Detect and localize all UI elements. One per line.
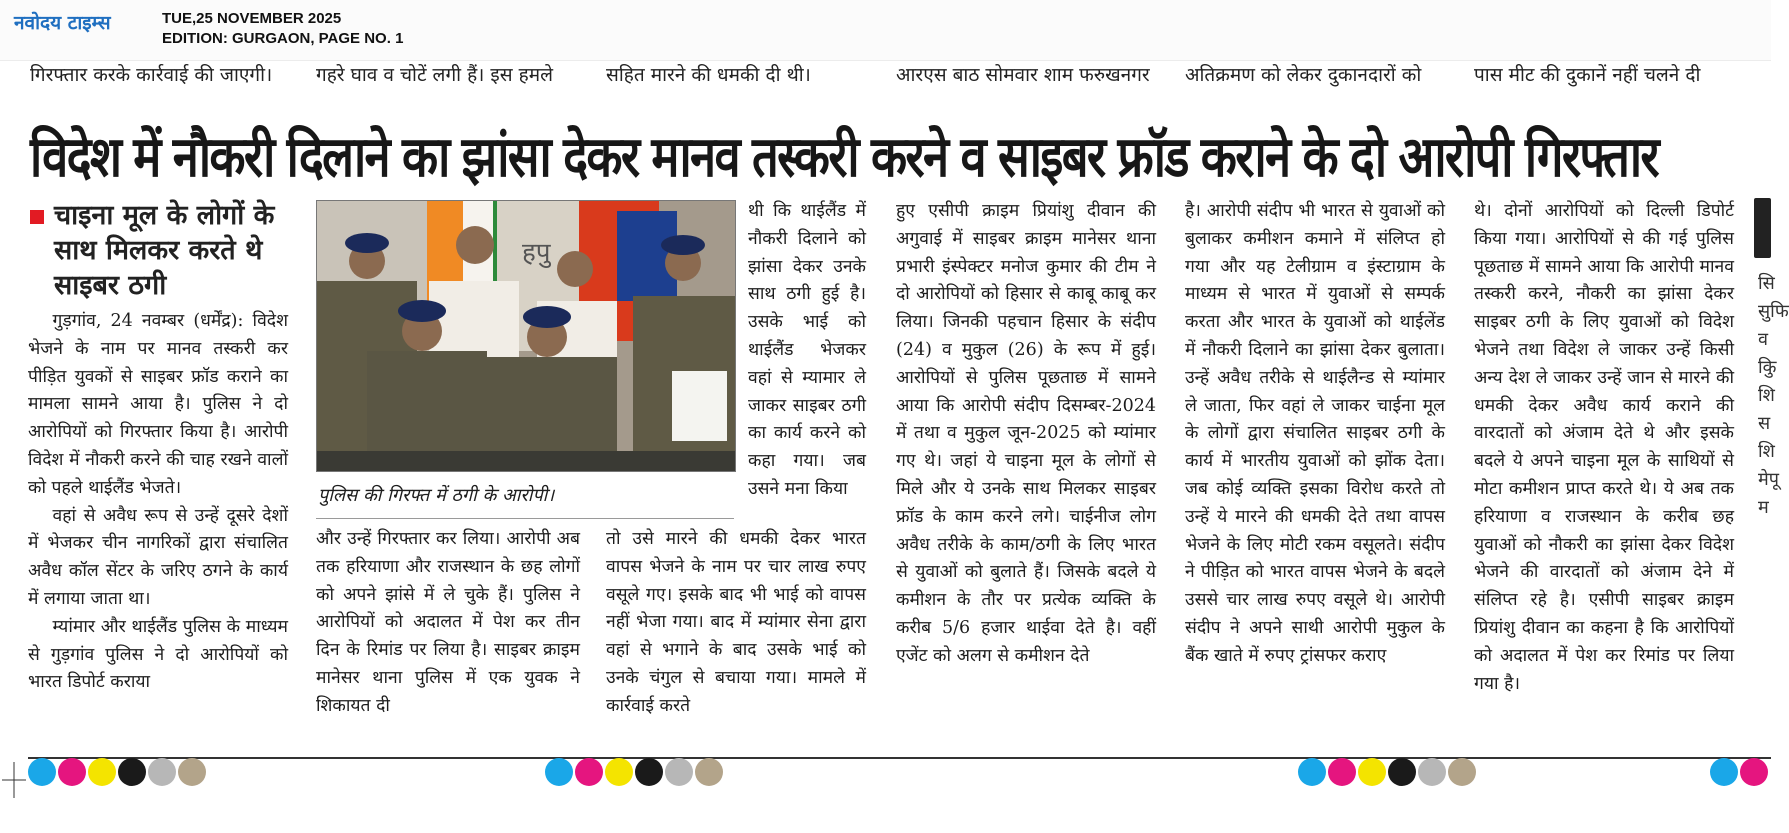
newspaper-page bbox=[0, 60, 1789, 833]
fragment-5: अतिक्रमण को लेकर दुकानदारों को bbox=[1185, 64, 1422, 86]
article-paragraph: तो उसे मारने की धमकी देकर भारत वापस भेजने के नाम पर चार लाख रुपए वसूले गए। इसके बाद भी भाई को वापस नहीं भेजा गया। बाद में म्यांमार सेना द्वारा वहां से भगाने के बाद उसके भाई को उनके चंगुल से बचाया गया। मामले में कार्रवाई करते bbox=[606, 529, 866, 716]
cyan-dot bbox=[545, 758, 573, 786]
black-dot bbox=[118, 758, 146, 786]
article-paragraph: हुए एसीपी क्राइम प्रियांशु दीवान की अगुवाई में साइबर क्राइम मानेसर थाना प्रभारी इंस्पेक्टर मनोज कुमार की टीम ने दो आरोपियों को हिसार से काबू काबू कर लिया। जिनकी पहचान हिसार के संदीप (24) व मुकुल (26) के रूप में हुई। आरोपियों से पुलिस पूछताछ में सामने आया कि आरोपी संदीप दिसम्बर-2024 में तथा व मुकुल जून-2025 को म्यांमार गए थे। जहां ये चाइना मूल के लोगों से मिले और ये उनके साथ मिलकर साइबर फ्रॉड के काम करने लगे। चाईनीज लोग अवैध तरीके के काम/ठगी के लिए भारत से युवाओं को बुलाते हैं। जिसके बदले ये कमीशन के तौर पर प्रत्येक व्यक्ति के करीब 5/6 हजार थाईवा देते है। वहीं एजेंट को अलग से कमीशन देते bbox=[896, 201, 1156, 666]
article-paragraph: म्यांमार और थाईलैंड पुलिस के माध्यम से गुड़गांव पुलिस ने दो आरोपियों को भारत डिपोर्ट कराया bbox=[28, 616, 288, 693]
article-paragraph: गुड़गांव, 24 नवम्बर (धर्मेंद्र): विदेश भेजने के नाम पर मानव तस्करी कर पीड़ित युवकों से साइबर फ्रॉड कराने का मामला सामने आया है। पुलिस ने दो आरोपियों को गिरफ्तार किया है। आरोपी विदेश में नौकरी करने की चाह रखने वालों को पहले थाईलैंड भेजते। bbox=[28, 311, 288, 498]
photo-caption: पुलिस की गिरफ्त में ठगी के आरोपी। bbox=[318, 485, 555, 506]
newspaper-logo[interactable]: नवोदय टाइम्स bbox=[14, 12, 111, 34]
subheadline: चाइना मूल के लोगों के साथ मिलकर करते थे साइबर ठगी bbox=[54, 200, 275, 301]
article-column-1 bbox=[28, 308, 288, 758]
article-paragraph: और उन्हें गिरफ्तार कर लिया। आरोपी अब तक हरियाणा और राजस्थान के छह लोगों को अपने झांसे में ले चुके हैं। पुलिस ने आरोपियों को अदालत में पेश कर तीन दिन के रिमांड पर लिया है। साइबर क्राइम मानेसर थाना पुलिस में एक युवक ने शिकायत दी bbox=[316, 529, 580, 716]
sign-text: हपु bbox=[522, 238, 551, 268]
cyan-dot bbox=[28, 758, 56, 786]
edition-info bbox=[162, 9, 403, 49]
magenta-dot bbox=[1740, 758, 1768, 786]
cyan-dot bbox=[1710, 758, 1738, 786]
grey-dot bbox=[665, 758, 693, 786]
article-column-4 bbox=[896, 198, 1156, 758]
fragment-4: आरएस बाठ सोमवार शाम फरुखनगर bbox=[896, 64, 1150, 86]
page-bottom-rule bbox=[28, 757, 1771, 759]
crop-mark-icon bbox=[0, 760, 28, 800]
edition-page: EDITION: GURGAON, PAGE NO. 1 bbox=[162, 30, 404, 47]
main-headline: विदेश में नौकरी दिलाने का झांसा देकर मानव तस्करी करने व साइबर फ्रॉड कराने के दो आरोपी गिरफ्तार bbox=[30, 125, 1658, 190]
tan-dot bbox=[1448, 758, 1476, 786]
issue-date: TUE,25 NOVEMBER 2025 bbox=[162, 10, 342, 27]
grey-dot bbox=[1418, 758, 1446, 786]
registration-marks bbox=[545, 758, 723, 790]
magenta-dot bbox=[1328, 758, 1356, 786]
black-dot bbox=[635, 758, 663, 786]
registration-marks bbox=[1710, 758, 1768, 790]
fragment-2: गहरे घाव व चोटें लगी हैं। इस हमले bbox=[316, 64, 553, 86]
yellow-dot bbox=[605, 758, 633, 786]
red-square-marker bbox=[30, 210, 44, 224]
yellow-dot bbox=[1358, 758, 1386, 786]
article-column-6 bbox=[1474, 198, 1734, 758]
article-paragraph: थी कि थाईलैंड में नौकरी दिलाने को झांसा देकर उनके साथ ठगी हुई है। उसके भाई को थाईलैंड भेजकर वहां से म्यामार ले जाकर साइबर ठगी का कार्य करने को कहा गया। जब उसने मना किया bbox=[748, 201, 866, 499]
next-article-edge: सिसुफिवकुि शिसशि मेपूम bbox=[1758, 273, 1789, 518]
yellow-dot bbox=[88, 758, 116, 786]
next-headline-edge bbox=[1754, 198, 1771, 258]
article-paragraph: वहां से अवैध रूप से उन्हें दूसरे देशों में भेजकर चीन नागरिकों द्वारा संचालित अवैध कॉल सेंटर के जरिए ठगने के कार्य में लगाया जाता था। bbox=[28, 505, 288, 609]
epaper-header bbox=[0, 0, 1771, 61]
magenta-dot bbox=[58, 758, 86, 786]
magenta-dot bbox=[575, 758, 603, 786]
tan-dot bbox=[178, 758, 206, 786]
article-column-5 bbox=[1185, 198, 1445, 758]
news-photo-arrested-accused[interactable] bbox=[316, 200, 736, 472]
caption-divider bbox=[316, 518, 734, 519]
police-photo-illustration bbox=[317, 201, 735, 471]
article-paragraph: थे। दोनों आरोपियों को दिल्ली डिपोर्ट किया गया। आरोपियों से की गई पुलिस पूछताछ में सामने आया कि आरोपी मानव तस्करी करने, नौकरी का झांसा देकर साइबर ठगी के लिए युवाओं को विदेश भेजने तथा विदेश ले जाकर उन्हें किसी अन्य देश ले जाकर उन्हें जान से मारने की धमकी देकर अवैध कार्य कराने की वारदातों को अंजाम देते थे और इसके बदले ये अपने चाइना मूल के साथियों से मोटा कमीशन प्राप्त करते थे। ये अब तक हरियाणा व राजस्थान के करीब छह युवाओं को नौकरी का झांसा देकर विदेश भेजने की वारदातों को अंजाम देने में संलिप्त रहे है। एसीपी साइबर क्राइम प्रियांशु दीवान का कहना है कि आरोपियों को अदालत में पेश कर रिमांड पर लिया गया है। bbox=[1474, 201, 1734, 694]
black-dot bbox=[1388, 758, 1416, 786]
fragment-3: सहित मारने की धमकी दी थी। bbox=[606, 64, 811, 86]
registration-marks bbox=[1298, 758, 1476, 790]
article-paragraph: है। आरोपी संदीप भी भारत से युवाओं को बुलाकर कमीशन कमाने में संलिप्त हो गया और यह टेलीग्राम व इंस्टाग्राम के माध्यम से भारत में युवाओं से सम्पर्क करता और भारत के युवाओं को थाईलेंड में नौकरी दिलाने का झांसा देकर बुलाता। उन्हें अवैध तरीके से थाईलैन्ड से म्यांमार ले जाता, फिर वहां ले जाकर चाईना मूल के लोगों द्वारा संचालित साइबर ठगी के कार्य में भारतीय युवाओं को झोंक देता। जब कोई व्यक्ति इसका विरोध करते तो उन्हें ये मारने की धमकी देते तथा वापस भेजने के लिए मोटी रकम वसूलते। संदीप ने पीड़ित को भारत वापस भेजने के बदले उससे चार लाख रुपए वसूले थे। आरोपी संदीप ने अपने साथी आरोपी मुकुल के बैंक खाते में रुपए ट्रांसफर कराए bbox=[1185, 201, 1445, 666]
tan-dot bbox=[695, 758, 723, 786]
article-column-3 bbox=[606, 526, 866, 758]
article-column-3-top bbox=[748, 198, 866, 520]
fragment-1: गिरफ्तार करके कार्रवाई की जाएगी। bbox=[30, 64, 273, 86]
cyan-dot bbox=[1298, 758, 1326, 786]
article-column-2 bbox=[316, 526, 580, 758]
registration-marks bbox=[28, 758, 206, 790]
fragment-6: पास मीट की दुकानें नहीं चलने दी bbox=[1474, 64, 1701, 86]
grey-dot bbox=[148, 758, 176, 786]
